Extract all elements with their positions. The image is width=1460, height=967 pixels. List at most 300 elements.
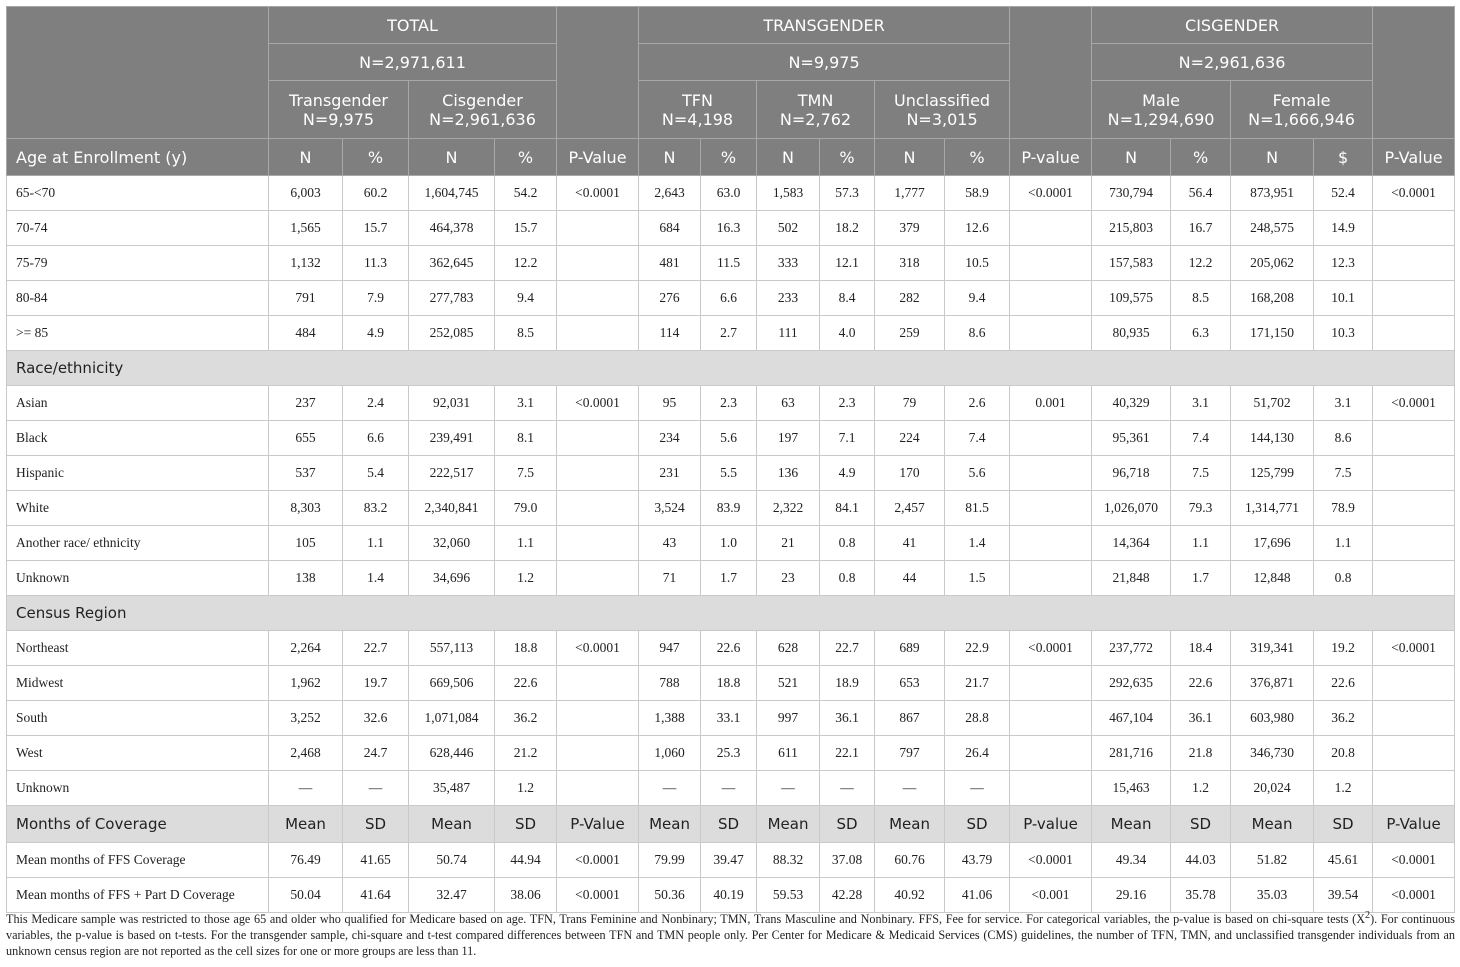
subgroup-name: Female	[1272, 90, 1331, 110]
table-cell: 259	[875, 316, 945, 351]
subgroup-tmn	[757, 81, 875, 139]
table-cell: 0.001	[1010, 386, 1092, 421]
table-cell: 95	[639, 386, 701, 421]
table-cell: 628,446	[409, 736, 495, 771]
header-blank-cell	[7, 7, 269, 139]
table-cell: 1,565	[269, 211, 343, 246]
table-cell: 205,062	[1231, 246, 1314, 281]
column-header-cell: Mean	[409, 806, 495, 843]
table-cell: 867	[875, 701, 945, 736]
subgroup-name: Transgender	[289, 90, 388, 110]
table-cell: 19.2	[1314, 631, 1373, 666]
table-cell: 277,783	[409, 281, 495, 316]
table-row	[7, 736, 1455, 771]
table-cell: —	[639, 771, 701, 806]
table-cell: 2.3	[701, 386, 757, 421]
table-cell: 60.2	[343, 176, 409, 211]
table-cell: 16.3	[701, 211, 757, 246]
table-cell: 41.64	[343, 878, 409, 913]
table-cell: 170	[875, 456, 945, 491]
row-label: 70-74	[7, 211, 269, 246]
section-title-region: Census Region	[7, 596, 1455, 631]
table-cell: 1.5	[945, 561, 1010, 596]
table-cell: 947	[639, 631, 701, 666]
table-row	[7, 456, 1455, 491]
table-cell: 105	[269, 526, 343, 561]
row-label: 75-79	[7, 246, 269, 281]
table-cell: 481	[639, 246, 701, 281]
table-cell: <0.0001	[1373, 386, 1455, 421]
column-header-cell: N	[409, 139, 495, 176]
table-cell: 138	[269, 561, 343, 596]
table-cell: 18.4	[1171, 631, 1231, 666]
table-cell: 1.2	[1314, 771, 1373, 806]
table-cell: 282	[875, 281, 945, 316]
table-cell: 12.2	[495, 246, 557, 281]
coverage-header-section	[7, 806, 1455, 843]
table-cell: 41.65	[343, 843, 409, 878]
table-cell: 50.04	[269, 878, 343, 913]
row-label: Unknown	[7, 771, 269, 806]
table-cell: —	[343, 771, 409, 806]
column-header-cell: P-value	[1010, 139, 1092, 176]
section-header-row	[7, 351, 1455, 386]
table-cell: 12.3	[1314, 246, 1373, 281]
table-cell: 730,794	[1092, 176, 1171, 211]
table-cell	[557, 736, 639, 771]
table-cell: <0.0001	[557, 878, 639, 913]
table-cell: 51.82	[1231, 843, 1314, 878]
table-cell: <0.0001	[1373, 843, 1455, 878]
column-header-cell: N	[1231, 139, 1314, 176]
table-row	[7, 843, 1455, 878]
table-cell: 2.3	[820, 386, 875, 421]
table-cell	[1010, 561, 1092, 596]
table-cell	[1010, 526, 1092, 561]
table-cell	[1010, 316, 1092, 351]
table-cell	[557, 456, 639, 491]
table-cell: 28.8	[945, 701, 1010, 736]
table-row	[7, 701, 1455, 736]
table-cell: 292,635	[1092, 666, 1171, 701]
column-header-cell: SD	[1171, 806, 1231, 843]
table-cell: 10.5	[945, 246, 1010, 281]
table-cell: 18.9	[820, 666, 875, 701]
table-cell: 52.4	[1314, 176, 1373, 211]
table-cell: 35.03	[1231, 878, 1314, 913]
column-header-row	[7, 139, 1455, 176]
group-header-row	[7, 7, 1455, 44]
subgroup-tfn	[639, 81, 757, 139]
table-cell: 6.6	[701, 281, 757, 316]
table-cell	[1010, 246, 1092, 281]
table-cell: 43.79	[945, 843, 1010, 878]
table-cell: 71	[639, 561, 701, 596]
table-cell: 788	[639, 666, 701, 701]
group-total-header: TOTAL	[269, 7, 557, 44]
subgroup-n: N=9,975	[302, 109, 375, 129]
subgroup-n: N=3,015	[906, 109, 978, 129]
table-cell: 114	[639, 316, 701, 351]
table-cell: 6.6	[343, 421, 409, 456]
table-cell: 16.7	[1171, 211, 1231, 246]
table-cell: 43	[639, 526, 701, 561]
table-cell: 51,702	[1231, 386, 1314, 421]
row-label: Northeast	[7, 631, 269, 666]
table-cell: 20,024	[1231, 771, 1314, 806]
table-cell: 276	[639, 281, 701, 316]
table-cell: <0.0001	[1010, 843, 1092, 878]
table-row	[7, 316, 1455, 351]
subgroup-transgender-total	[269, 81, 409, 139]
column-header-cell: N	[757, 139, 820, 176]
table-cell: 49.34	[1092, 843, 1171, 878]
table-cell: 44	[875, 561, 945, 596]
subgroup-n: N=2,961,636	[429, 109, 536, 129]
table-cell: 54.2	[495, 176, 557, 211]
table-cell	[557, 561, 639, 596]
table-cell: 2,340,841	[409, 491, 495, 526]
table-cell: 34,696	[409, 561, 495, 596]
table-cell: 40.19	[701, 878, 757, 913]
table-cell	[1373, 211, 1455, 246]
table-cell: 44.94	[495, 843, 557, 878]
table-cell: 144,130	[1231, 421, 1314, 456]
table-row	[7, 631, 1455, 666]
table-cell	[557, 246, 639, 281]
group-cisgender-n: N=2,961,636	[1092, 44, 1373, 81]
table-cell: 25.3	[701, 736, 757, 771]
column-header-cell: SD	[1314, 806, 1373, 843]
table-cell: 237	[269, 386, 343, 421]
table-cell: 1.1	[1314, 526, 1373, 561]
table-cell: 797	[875, 736, 945, 771]
row-label: Age at Enrollment (y)	[7, 139, 269, 176]
table-cell: 0.8	[1314, 561, 1373, 596]
table-cell: 239,491	[409, 421, 495, 456]
table-cell: —	[820, 771, 875, 806]
table-cell: 4.0	[820, 316, 875, 351]
table-cell: 2,643	[639, 176, 701, 211]
table-cell: 95,361	[1092, 421, 1171, 456]
column-header-cell: %	[495, 139, 557, 176]
table-cell: —	[875, 771, 945, 806]
table-cell: 109,575	[1092, 281, 1171, 316]
column-header-cell: %	[1171, 139, 1231, 176]
table-cell: 6,003	[269, 176, 343, 211]
table-cell: 1,388	[639, 701, 701, 736]
table-cell: 233	[757, 281, 820, 316]
table-cell: 10.1	[1314, 281, 1373, 316]
table-cell: 41.06	[945, 878, 1010, 913]
table-cell: 40,329	[1092, 386, 1171, 421]
table-cell: 58.9	[945, 176, 1010, 211]
table-cell: 24.7	[343, 736, 409, 771]
table-cell	[1010, 666, 1092, 701]
table-cell: 1.4	[945, 526, 1010, 561]
table-cell	[557, 771, 639, 806]
table-cell: 484	[269, 316, 343, 351]
table-cell: 12.1	[820, 246, 875, 281]
subgroup-name: TFN	[682, 90, 713, 110]
table-cell: <0.0001	[1373, 176, 1455, 211]
table-cell: 21	[757, 526, 820, 561]
table-cell: 26.4	[945, 736, 1010, 771]
table-cell: 35.78	[1171, 878, 1231, 913]
column-header-cell: N	[269, 139, 343, 176]
row-label: 80-84	[7, 281, 269, 316]
table-cell: 41	[875, 526, 945, 561]
subgroup-n: N=1,666,946	[1248, 109, 1355, 129]
table-cell: 22.6	[495, 666, 557, 701]
table-cell: 12.2	[1171, 246, 1231, 281]
column-header-cell: Mean	[1231, 806, 1314, 843]
table-cell: <0.001	[1010, 878, 1092, 913]
table-cell: 45.61	[1314, 843, 1373, 878]
table-cell: 22.6	[701, 631, 757, 666]
group-cisgender-header: CISGENDER	[1092, 7, 1373, 44]
section-header-row	[7, 596, 1455, 631]
column-header-cell: %	[820, 139, 875, 176]
column-header-cell: N	[875, 139, 945, 176]
column-header-cell: %	[945, 139, 1010, 176]
table-cell: 557,113	[409, 631, 495, 666]
column-header-cell: P-value	[1010, 806, 1092, 843]
table-cell: 684	[639, 211, 701, 246]
table-cell: 60.76	[875, 843, 945, 878]
table-cell: 96,718	[1092, 456, 1171, 491]
table-cell: 76.49	[269, 843, 343, 878]
table-cell	[1010, 211, 1092, 246]
table-cell: 1,777	[875, 176, 945, 211]
table-cell: 15.7	[495, 211, 557, 246]
table-cell: 8.6	[1314, 421, 1373, 456]
table-cell: 12.6	[945, 211, 1010, 246]
table-cell: 628	[757, 631, 820, 666]
table-cell	[557, 666, 639, 701]
table-cell: 8.6	[945, 316, 1010, 351]
table-cell	[1373, 666, 1455, 701]
table-cell: 29.16	[1092, 878, 1171, 913]
table-cell: <0.0001	[557, 631, 639, 666]
footnote-text-2: ). For continuous variables, the p-value is based on t-tests. For the transgender sample, chi-square and t-test compared differences between TFN and TMN people only. Per Center for Medicare & Medicaid Services (CMS) guidelines, the number of TFN, TMN, and unclassified transgender individuals from an unknown census region are not reported as the cell sizes for one or more groups are less than 11.	[6, 912, 1455, 959]
table-cell	[1010, 281, 1092, 316]
race-section	[7, 386, 1455, 596]
table-cell: 38.06	[495, 878, 557, 913]
subgroup-name: Cisgender	[442, 90, 523, 110]
table-cell: —	[701, 771, 757, 806]
table-row	[7, 386, 1455, 421]
column-header-cell: %	[701, 139, 757, 176]
subgroup-male	[1092, 81, 1231, 139]
table-cell: <0.0001	[557, 386, 639, 421]
column-header-cell: Mean	[269, 806, 343, 843]
table-cell: 36.2	[495, 701, 557, 736]
table-cell: 79.0	[495, 491, 557, 526]
table-cell: 7.1	[820, 421, 875, 456]
table-cell: 15.7	[343, 211, 409, 246]
table-cell: 464,378	[409, 211, 495, 246]
table-cell: 1,071,084	[409, 701, 495, 736]
table-cell	[1373, 771, 1455, 806]
table-row	[7, 771, 1455, 806]
table-cell: 1.1	[343, 526, 409, 561]
column-header-cell: N	[1092, 139, 1171, 176]
table-cell: 12,848	[1231, 561, 1314, 596]
table-cell	[1010, 701, 1092, 736]
table-cell: 10.3	[1314, 316, 1373, 351]
table-cell: 125,799	[1231, 456, 1314, 491]
table-cell: 79.99	[639, 843, 701, 878]
table-cell: 18.8	[495, 631, 557, 666]
region-section	[7, 631, 1455, 806]
column-header-cell: P-Value	[557, 806, 639, 843]
table-cell: 20.8	[1314, 736, 1373, 771]
table-cell: 2.6	[945, 386, 1010, 421]
table-cell: 136	[757, 456, 820, 491]
table-cell: 669,506	[409, 666, 495, 701]
table-cell: 1.1	[495, 526, 557, 561]
table-cell: 3.1	[495, 386, 557, 421]
table-cell: —	[269, 771, 343, 806]
table-cell: 248,575	[1231, 211, 1314, 246]
row-label: >= 85	[7, 316, 269, 351]
row-label: Unknown	[7, 561, 269, 596]
table-cell: 1.7	[701, 561, 757, 596]
table-cell: 50.74	[409, 843, 495, 878]
table-cell: 5.5	[701, 456, 757, 491]
column-header-cell: Mean	[875, 806, 945, 843]
table-cell: 0.8	[820, 526, 875, 561]
table-cell: 1.4	[343, 561, 409, 596]
table-container	[6, 6, 1455, 913]
table-cell: 7.5	[1314, 456, 1373, 491]
table-cell: 21.7	[945, 666, 1010, 701]
column-header-cell: SD	[343, 806, 409, 843]
row-label: Months of Coverage	[7, 806, 269, 843]
table-cell: 42.28	[820, 878, 875, 913]
table-cell	[1373, 526, 1455, 561]
group-total-n: N=2,971,611	[269, 44, 557, 81]
table-cell: <0.0001	[1373, 631, 1455, 666]
table-cell: 333	[757, 246, 820, 281]
table-cell: 1,962	[269, 666, 343, 701]
table-cell: 36.2	[1314, 701, 1373, 736]
row-label: Another race/ ethnicity	[7, 526, 269, 561]
table-cell: 32.47	[409, 878, 495, 913]
table-row	[7, 561, 1455, 596]
row-label: Mean months of FFS + Part D Coverage	[7, 878, 269, 913]
table-cell	[1373, 701, 1455, 736]
table-row	[7, 666, 1455, 701]
subgroup-name: TMN	[797, 90, 834, 110]
table-cell: —	[757, 771, 820, 806]
table-cell: 8.4	[820, 281, 875, 316]
table-cell: 79	[875, 386, 945, 421]
table-cell: 234	[639, 421, 701, 456]
table-cell: 521	[757, 666, 820, 701]
table-cell: 7.9	[343, 281, 409, 316]
race-section-header	[7, 351, 1455, 386]
table-cell: 376,871	[1231, 666, 1314, 701]
column-header-cell: SD	[945, 806, 1010, 843]
table-cell	[1010, 771, 1092, 806]
column-header-cell: Mean	[1092, 806, 1171, 843]
table-cell: 40.92	[875, 878, 945, 913]
table-cell: 8.5	[495, 316, 557, 351]
table-cell: 59.53	[757, 878, 820, 913]
subgroup-unclassified	[875, 81, 1010, 139]
table-cell: 56.4	[1171, 176, 1231, 211]
table-cell: 237,772	[1092, 631, 1171, 666]
table-cell: 1.7	[1171, 561, 1231, 596]
table-row	[7, 176, 1455, 211]
header-blank-cell	[1373, 7, 1455, 139]
table-cell: 36.1	[820, 701, 875, 736]
table-cell: 5.6	[945, 456, 1010, 491]
column-header-cell: SD	[495, 806, 557, 843]
table-cell: 1.0	[701, 526, 757, 561]
row-label: Black	[7, 421, 269, 456]
table-cell: 22.9	[945, 631, 1010, 666]
table-cell: 9.4	[495, 281, 557, 316]
table-cell: 92,031	[409, 386, 495, 421]
footnote-superscript: 2	[1365, 910, 1371, 921]
table-cell: 319,341	[1231, 631, 1314, 666]
column-header-cell: P-Value	[1373, 139, 1455, 176]
table-cell: 281,716	[1092, 736, 1171, 771]
table-cell: 997	[757, 701, 820, 736]
table-cell: 2,457	[875, 491, 945, 526]
table-cell: 655	[269, 421, 343, 456]
table-cell: 83.9	[701, 491, 757, 526]
table-cell: 3,252	[269, 701, 343, 736]
table-row	[7, 246, 1455, 281]
table-cell: 1,583	[757, 176, 820, 211]
table-cell: 653	[875, 666, 945, 701]
table-cell: 22.7	[820, 631, 875, 666]
group-transgender-header: TRANSGENDER	[639, 7, 1010, 44]
table-cell: 18.2	[820, 211, 875, 246]
row-label: White	[7, 491, 269, 526]
table-cell: 14,364	[1092, 526, 1171, 561]
table-cell: 222,517	[409, 456, 495, 491]
table-cell: 21.2	[495, 736, 557, 771]
table-cell: 19.7	[343, 666, 409, 701]
table-cell	[1373, 246, 1455, 281]
table-cell: 197	[757, 421, 820, 456]
column-header-cell: %	[343, 139, 409, 176]
subgroup-n: N=4,198	[661, 109, 734, 129]
region-section-header	[7, 596, 1455, 631]
table-cell: 33.1	[701, 701, 757, 736]
row-label: Midwest	[7, 666, 269, 701]
table-cell: 611	[757, 736, 820, 771]
table-cell: 537	[269, 456, 343, 491]
table-cell: —	[945, 771, 1010, 806]
table-cell	[1373, 316, 1455, 351]
table-cell: 1,026,070	[1092, 491, 1171, 526]
table-row	[7, 281, 1455, 316]
table-cell: 22.6	[1171, 666, 1231, 701]
subgroup-n: N=2,762	[779, 109, 852, 129]
section-title-race: Race/ethnicity	[7, 351, 1455, 386]
table-cell: 22.6	[1314, 666, 1373, 701]
table-cell: 50.36	[639, 878, 701, 913]
table-cell	[557, 526, 639, 561]
table-cell: <0.0001	[1010, 631, 1092, 666]
subgroup-cisgender-total	[409, 81, 557, 139]
